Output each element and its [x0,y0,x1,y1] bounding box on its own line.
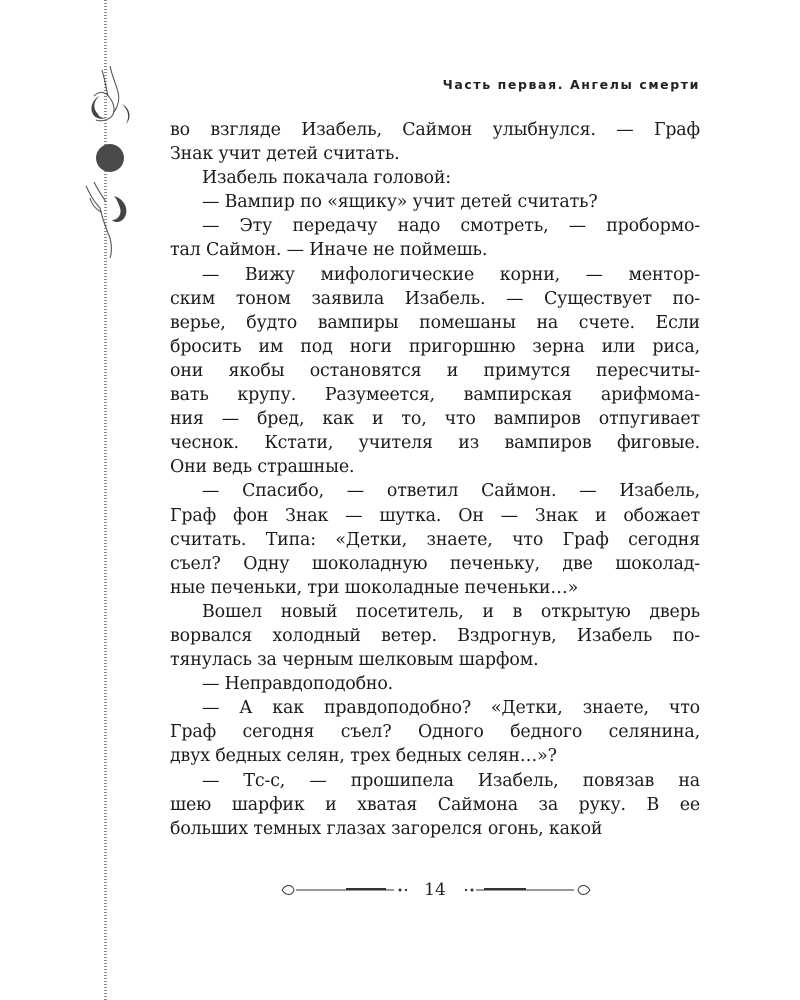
text-line: Знак учит детей считать. [170,144,400,165]
paragraph [170,600,700,672]
text-line: Вошел новый посетитель, и в открытую дверь [202,601,700,622]
text-line: ные печеньки, три шоколадные печеньки…» [170,577,579,598]
text-line: тянулась за черным шелковым шарфом. [170,650,539,671]
text-line: верье, будто вампиры помешаны на счете. Если [170,312,700,333]
text-line: — Вижу мифологические корни, — ментор- [202,264,700,285]
page-number: 14 [424,880,446,900]
text-line: вать крупу. Разумеется, вампирская арифмома- [170,385,700,406]
text-line: — А как правдоподобно? «Детки, знаете, что [202,698,700,719]
text-line: чеснок. Кстати, учителя из вампиров фиговые. [170,433,700,454]
text-line: — Вампир по «ящику» учит детей считать? [202,192,598,213]
paragraph [170,672,700,696]
text-line: — Тс-с, — прошипела Изабель, повязав на [202,770,700,791]
text-line: бросить им под ноги пригоршню зерна или риса, [170,336,700,357]
running-head: Часть первая. Ангелы смерти [442,77,700,92]
text-line: — Спасибо, — ответил Саймон. — Изабель, [202,481,700,502]
text-line: Они ведь страшные. [170,457,355,478]
paragraph [170,166,700,190]
text-line: Изабель покачала головой: [202,168,451,189]
page-text-block [170,118,700,841]
text-line: съел? Одну шоколадную печеньку, две шоколад- [170,553,700,574]
paragraph [170,214,700,262]
paragraph [170,479,700,599]
paragraph [170,118,700,166]
text-line: во взгляде Изабель, Саймон улыбнулся. — Граф [170,120,700,140]
paragraph [170,190,700,214]
text-line: тал Саймон. — Иначе не поймешь. [170,240,488,261]
text-line: они якобы остановятся и примутся пересчиты- [170,360,700,381]
moon-hands-ornament-icon [72,62,142,262]
text-line: шею шарфик и хватая Саймона за руку. В ее [170,794,700,815]
text-line: ния — бред, как и то, что вампиров отпугивает [170,409,700,430]
text-line: Граф сегодня съел? Одного бедного селянина, [170,722,700,743]
paragraph [170,696,700,768]
text-line: ворвался холодный ветер. Вздрогнув, Изабель по- [170,625,700,646]
text-line: ским тоном заявила Изабель. — Существует по- [170,288,700,309]
paragraph [170,263,700,480]
text-line: больших темных глазах загорелся огонь, какой [170,818,603,839]
text-line: Граф фон Знак — шутка. Он — Знак и обожает [170,505,700,526]
paragraph [170,769,700,841]
text-line: — Эту передачу надо смотреть, — пробормо- [202,216,700,237]
text-line: — Неправдоподобно. [202,674,394,695]
text-line: считать. Типа: «Детки, знаете, что Граф сегодня [170,529,700,550]
text-line: двух бедных селян, трех бедных селян…»? [170,746,557,767]
